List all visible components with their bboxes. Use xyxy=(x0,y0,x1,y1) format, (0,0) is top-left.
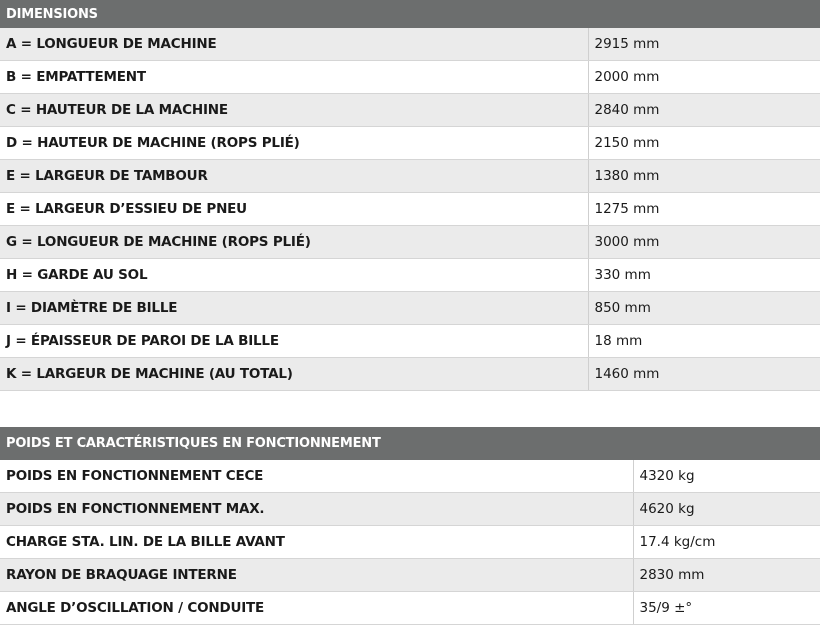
table-row xyxy=(0,160,820,193)
weights-section xyxy=(0,427,820,625)
row-value: 2840 mm xyxy=(588,94,820,127)
row-value: 330 mm xyxy=(588,259,820,292)
row-value: 1380 mm xyxy=(588,160,820,193)
row-label: K = LARGEUR DE MACHINE (AU TOTAL) xyxy=(0,358,588,391)
table-row xyxy=(0,259,820,292)
table-row xyxy=(0,526,820,559)
row-label: RAYON DE BRAQUAGE INTERNE xyxy=(0,559,633,592)
row-label: POIDS EN FONCTIONNEMENT MAX. xyxy=(0,493,633,526)
row-value: 2830 mm xyxy=(633,559,820,592)
table-row xyxy=(0,226,820,259)
row-value: 850 mm xyxy=(588,292,820,325)
table-row xyxy=(0,193,820,226)
row-value: 18 mm xyxy=(588,325,820,358)
weights-header: POIDS ET CARACTÉRISTIQUES EN FONCTIONNEMENT xyxy=(0,427,820,460)
row-label: B = EMPATTEMENT xyxy=(0,61,588,94)
row-label: D = HAUTEUR DE MACHINE (ROPS PLIÉ) xyxy=(0,127,588,160)
table-row xyxy=(0,493,820,526)
table-row xyxy=(0,127,820,160)
table-row xyxy=(0,325,820,358)
dimensions-header: DIMENSIONS xyxy=(0,0,820,28)
row-value: 1275 mm xyxy=(588,193,820,226)
row-label: H = GARDE AU SOL xyxy=(0,259,588,292)
row-label: E = LARGEUR DE TAMBOUR xyxy=(0,160,588,193)
row-value: 1460 mm xyxy=(588,358,820,391)
table-row xyxy=(0,28,820,61)
row-value: 2000 mm xyxy=(588,61,820,94)
table-row xyxy=(0,61,820,94)
table-row xyxy=(0,460,820,493)
table-row xyxy=(0,94,820,127)
dimensions-table xyxy=(0,28,820,391)
row-value: 3000 mm xyxy=(588,226,820,259)
table-row xyxy=(0,292,820,325)
table-row xyxy=(0,559,820,592)
row-label: CHARGE STA. LIN. DE LA BILLE AVANT xyxy=(0,526,633,559)
table-row xyxy=(0,592,820,625)
row-value: 4320 kg xyxy=(633,460,820,493)
row-value: 2915 mm xyxy=(588,28,820,61)
row-label: C = HAUTEUR DE LA MACHINE xyxy=(0,94,588,127)
row-label: ANGLE D’OSCILLATION / CONDUITE xyxy=(0,592,633,625)
row-value: 2150 mm xyxy=(588,127,820,160)
row-value: 35/9 ±° xyxy=(633,592,820,625)
row-label: J = ÉPAISSEUR DE PAROI DE LA BILLE xyxy=(0,325,588,358)
row-value: 4620 kg xyxy=(633,493,820,526)
row-label: E = LARGEUR D’ESSIEU DE PNEU xyxy=(0,193,588,226)
weights-table xyxy=(0,460,820,625)
row-label: A = LONGUEUR DE MACHINE xyxy=(0,28,588,61)
row-value: 17.4 kg/cm xyxy=(633,526,820,559)
row-label: G = LONGUEUR DE MACHINE (ROPS PLIÉ) xyxy=(0,226,588,259)
row-label: I = DIAMÈTRE DE BILLE xyxy=(0,292,588,325)
table-row xyxy=(0,358,820,391)
row-label: POIDS EN FONCTIONNEMENT CECE xyxy=(0,460,633,493)
